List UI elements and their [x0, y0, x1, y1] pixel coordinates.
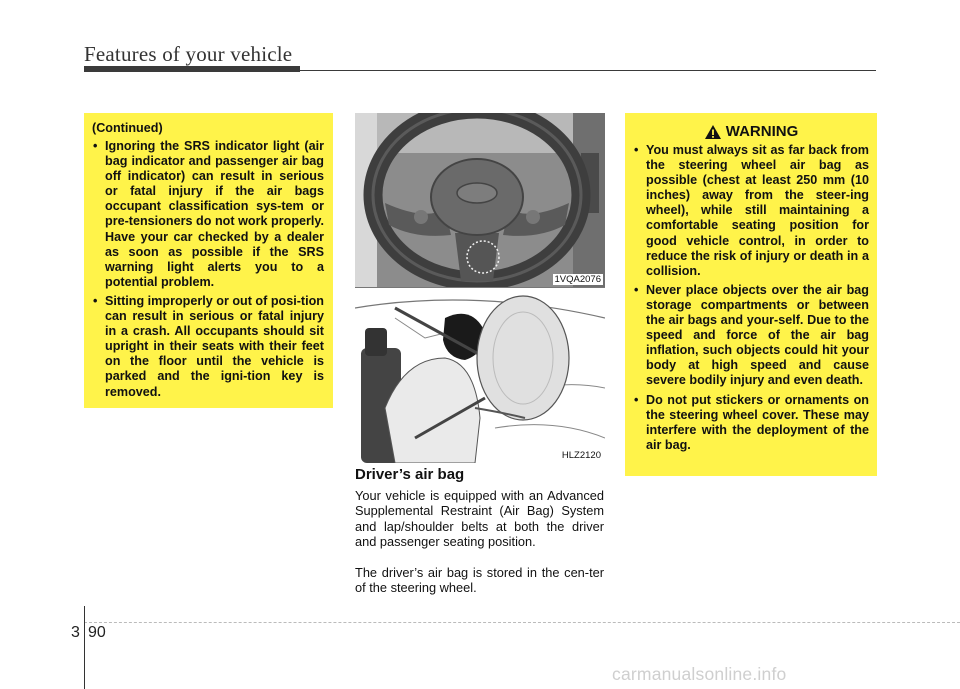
airbag-deployment-figure	[355, 288, 605, 463]
warning-triangle-icon	[704, 124, 722, 140]
watermark: carmanualsonline.info	[612, 664, 787, 684]
warning-header	[633, 123, 869, 140]
steering-wheel-figure	[355, 113, 605, 287]
page-header-title: Features of your vehicle	[84, 42, 293, 66]
body-paragraph: The driver’s air bag is stored in the cen-ter of the steering wheel.	[355, 565, 604, 596]
bullet-text: You must always sit as far back from the steering wheel air bag as possible (chest at least 250 mm (10 inches) away from the steer-ing wheel), while still maintaining a comfortable seating position for good vehicle control, in order to reduce the risk of injury or death in a collision.	[646, 143, 869, 278]
header-accent-bar	[84, 66, 300, 72]
warning-title: WARNING	[725, 123, 799, 140]
continued-bullet-list	[92, 139, 324, 400]
chapter-number: 3	[71, 624, 80, 641]
list-item: • You must always sit as far back from the steering wheel air bag as possible (chest at least 250 mm (10 inches) away from the steer-ing wheel), while still maintaining a comfortable seating position for good vehicle control, in order to reduce the risk of injury or death in a collision.	[634, 143, 869, 278]
footer-rule	[84, 622, 960, 623]
continued-caution-box	[84, 113, 333, 408]
bullet-text: Do not put stickers or ornaments on the steering wheel cover. These may interfere with the deployment of the air bag.	[646, 392, 869, 452]
warning-box	[625, 113, 877, 476]
continued-label: (Continued)	[92, 121, 163, 135]
list-item: • Do not put stickers or ornaments on the steering wheel cover. These may interfere with the deployment of the air bag.	[634, 392, 869, 452]
list-item: • Sitting improperly or out of posi-tion can result in serious or fatal injury in a crash. All occupants should sit upright in their seats with their feet on the floor until the vehicle is parked and the igni-tion key is removed.	[93, 293, 324, 399]
section-title: Driver’s air bag	[355, 466, 465, 483]
bullet-text: Never place objects over the air bag storage compartments or between the air bags and your-self. Due to the speed and force of the air bag inflation, such objects could hit your body at high speed and cause severe bodily injury and even death.	[646, 282, 869, 388]
header-rule	[300, 70, 876, 71]
figure-code: 1VQA2076	[554, 274, 601, 285]
page-number: 90	[88, 624, 106, 641]
footer-divider	[84, 606, 85, 689]
figure-code: HLZ2120	[561, 450, 601, 461]
steering-wheel-illustration	[355, 113, 605, 287]
airbag-deployment-illustration	[355, 288, 605, 463]
bullet-text: Ignoring the SRS indicator light (air bag indicator and passenger air bag off indicator) can result in serious or fatal injury if the air bags occupant classification sys-tem or pre-tensioners do not work properly. Have your car checked by a dealer as soon as possible if the SRS warning light alerts you to a potential problem.	[105, 139, 324, 289]
body-paragraph: Your vehicle is equipped with an Advanced Supplemental Restraint (Air Bag) System and lap/shoulder belts at both the driver and passenger seating position.	[355, 488, 604, 550]
bullet-text: Sitting improperly or out of posi-tion can result in serious or fatal injury in a crash. All occupants should sit upright in their seats with their feet on the floor until the vehicle is parked and the igni-tion key is removed.	[105, 293, 324, 399]
warning-bullet-list	[633, 143, 869, 453]
list-item: • Never place objects over the air bag storage compartments or between the air bags and your-self. Due to the speed and force of the air bag inflation, such objects could hit your body at high speed and cause severe bodily injury and even death.	[634, 282, 869, 388]
list-item: • Ignoring the SRS indicator light (air bag indicator and passenger air bag off indicator) can result in serious or fatal injury if the air bags occupant classification sys-tem or pre-tensioners do not work properly. Have your car checked by a dealer as soon as possible if the SRS warning light alerts you to a potential problem.	[93, 139, 324, 289]
